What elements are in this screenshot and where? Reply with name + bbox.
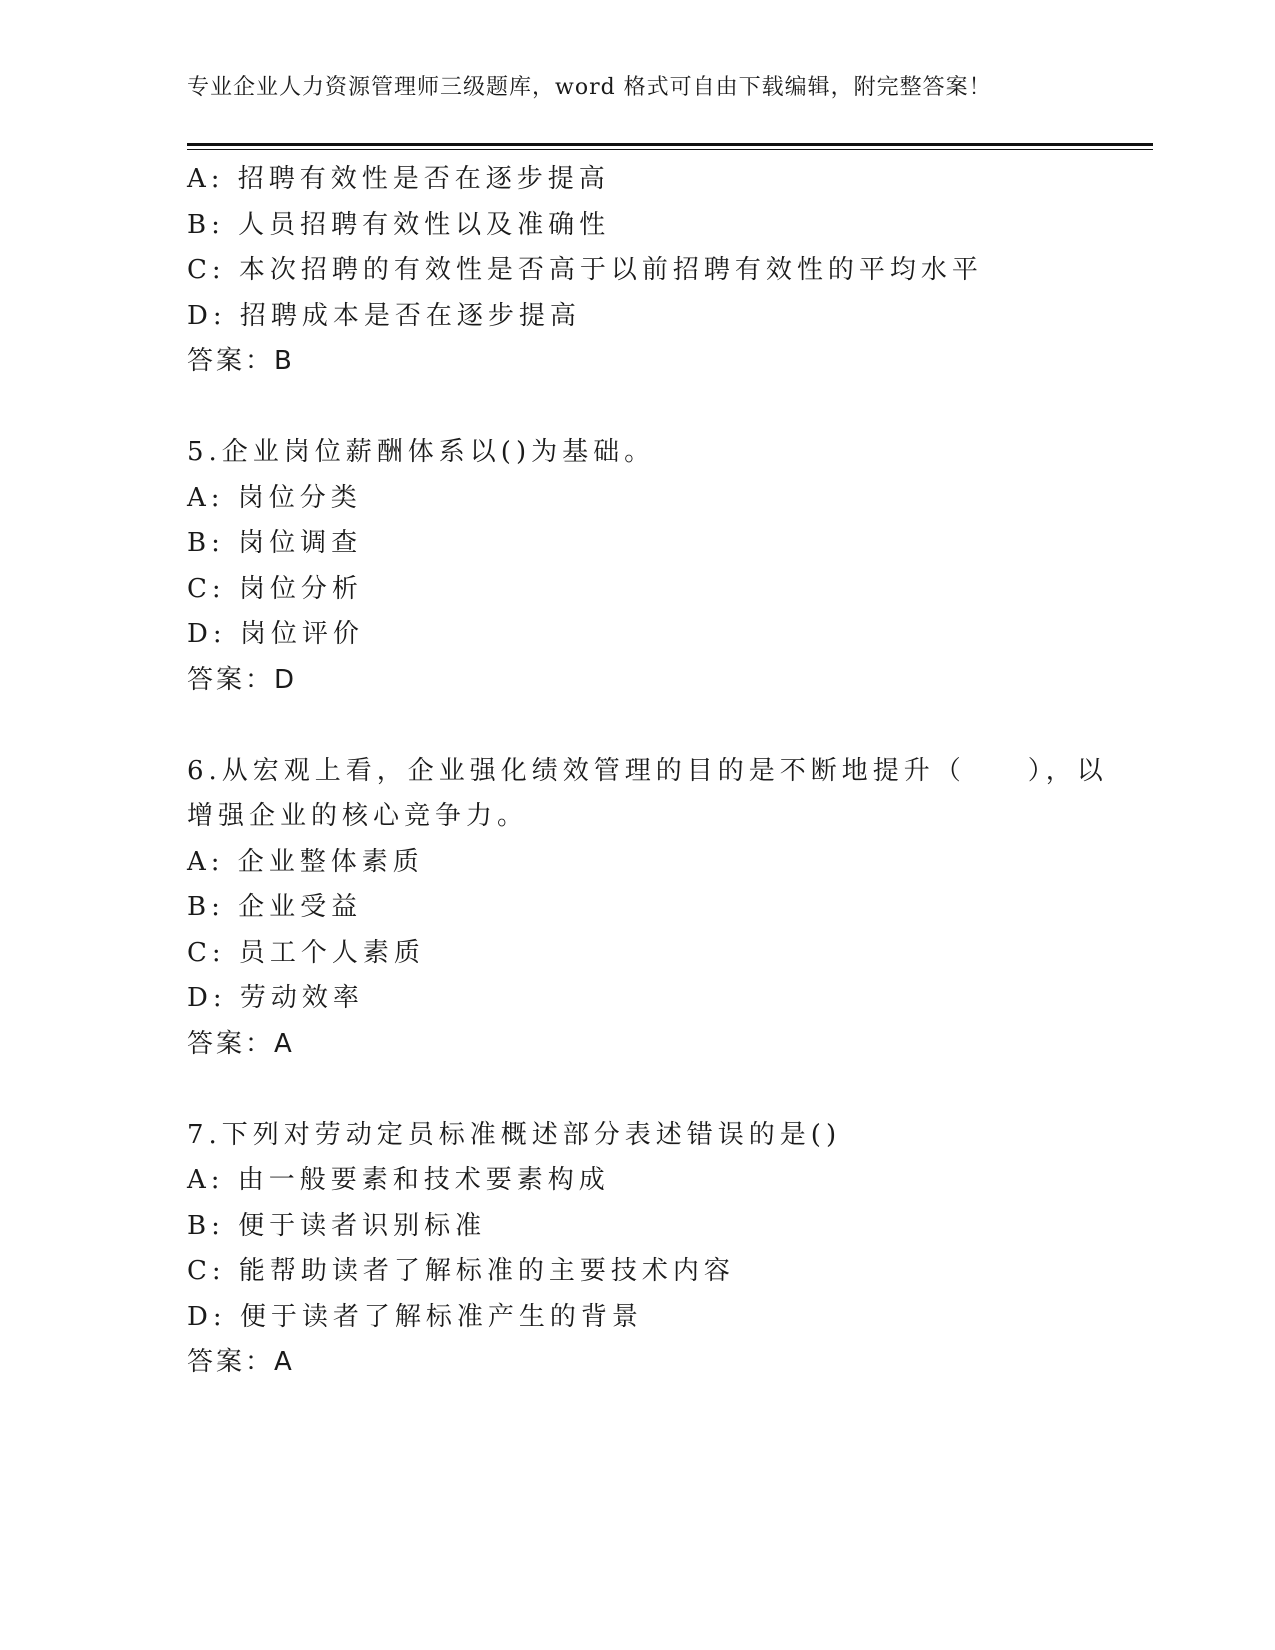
option-b: B: 岗位调查 xyxy=(187,528,363,558)
question-block-6 xyxy=(187,749,1108,1068)
spacer xyxy=(187,703,1087,749)
question-text: 7.下列对劳动定员标准概述部分表述错误的是() xyxy=(187,1119,842,1150)
header-divider-thick xyxy=(187,143,1153,146)
option-d: D: 岗位评价 xyxy=(187,619,364,649)
question-block-4 xyxy=(187,157,1087,385)
option-c: C: 能帮助读者了解标准的主要技术内容 xyxy=(187,1256,735,1286)
option-a: A: 由一般要素和技术要素构成 xyxy=(187,1165,610,1195)
option-c: C: 员工个人素质 xyxy=(187,937,425,968)
page-header: 专业企业人力资源管理师三级题库，word 格式可自由下载编辑，附完整答案！ xyxy=(187,75,992,100)
question-block-7 xyxy=(187,1113,1087,1386)
question-text-line-1: 6.从宏观上看，企业强化绩效管理的目的是不断地提升（ ），以 xyxy=(187,755,1108,786)
option-a: A: 企业整体素质 xyxy=(187,846,424,877)
option-b: B: 便于读者识别标准 xyxy=(187,1210,487,1241)
spacer xyxy=(187,385,1087,431)
question-block-5 xyxy=(187,430,1087,703)
option-d: D: 便于读者了解标准产生的背景 xyxy=(187,1301,643,1332)
answer: 答案：A xyxy=(187,1347,295,1377)
spacer xyxy=(187,1067,1087,1113)
answer: 答案：D xyxy=(187,664,298,695)
question-text: 5.企业岗位薪酬体系以()为基础。 xyxy=(187,437,656,467)
option-c: C: 本次招聘的有效性是否高于以前招聘有效性的平均水平 xyxy=(187,255,983,285)
question-text-line-2: 增强企业的核心竞争力。 xyxy=(187,801,529,831)
option-c: C: 岗位分析 xyxy=(187,573,363,604)
option-a: A: 岗位分类 xyxy=(187,482,362,513)
option-d: D: 劳动效率 xyxy=(187,983,364,1013)
answer: 答案：A xyxy=(187,1028,295,1059)
option-b: B: 人员招聘有效性以及准确性 xyxy=(187,209,611,240)
option-b: B: 企业受益 xyxy=(187,892,363,922)
header-divider-thin xyxy=(187,149,1153,150)
question-list xyxy=(187,157,1108,1386)
option-d: D: 招聘成本是否在逐步提高 xyxy=(187,300,581,331)
option-a: A: 招聘有效性是否在逐步提高 xyxy=(187,164,610,194)
answer: 答案：B xyxy=(187,346,295,376)
